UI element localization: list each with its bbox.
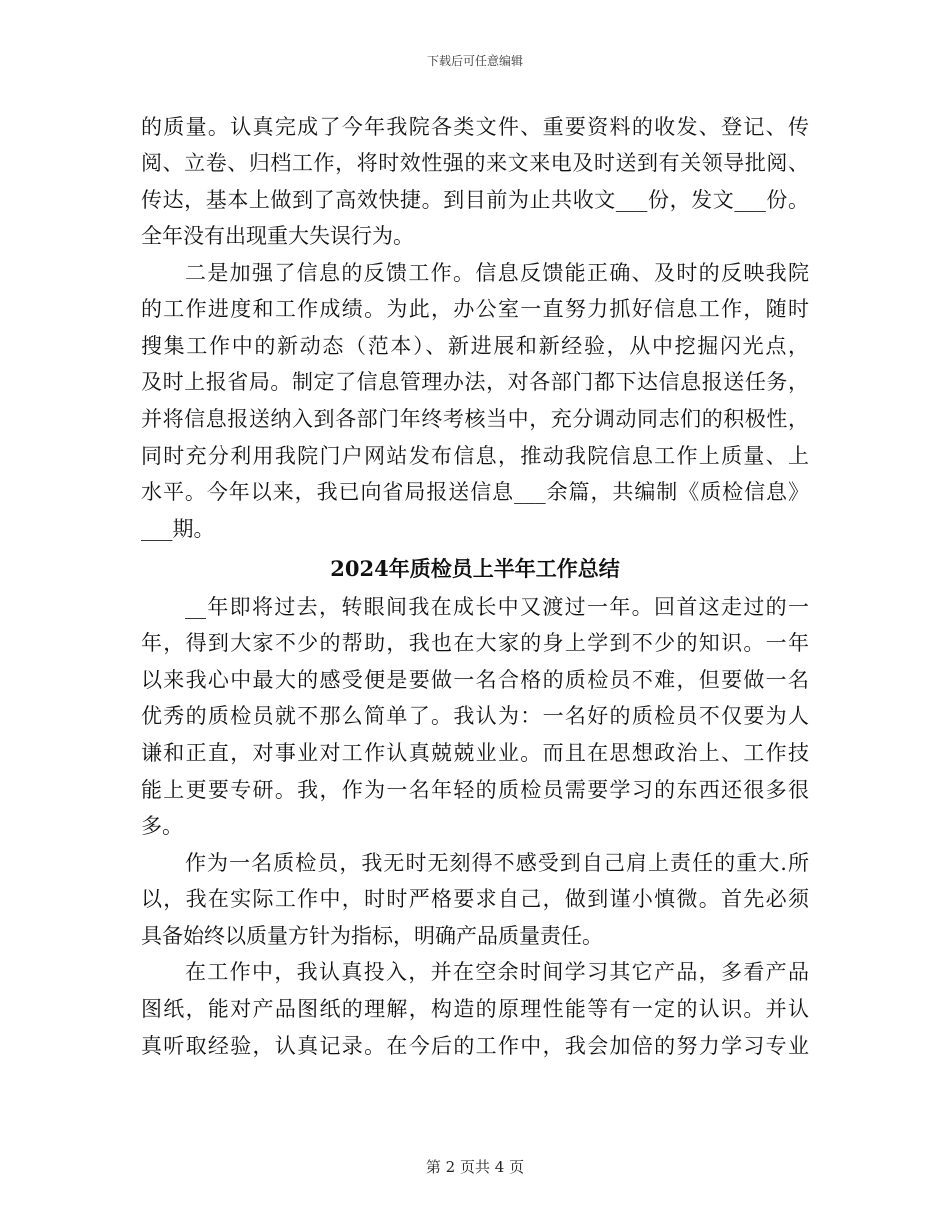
paragraph-line: ___期。 (141, 517, 215, 541)
paragraph-line: 以来我心中最大的感受便是要做一名合格的质检员不难，但要做一名 (141, 668, 809, 692)
paragraph-line: 二是加强了信息的反馈工作。信息反馈能正确、及时的反映我院 (185, 261, 809, 285)
paragraph-line: 在工作中，我认真投入，并在空余时间学习其它产品，多看产品 (185, 960, 809, 984)
paragraph-line: 具备始终以质量方针为指标，明确产品质量责任。 (141, 924, 603, 948)
paragraph-line: 能上更要专研。我，作为一名年轻的质检员需要学习的东西还很多很 (141, 778, 809, 802)
paragraph-line: 传达，基本上做到了高效快捷。到目前为止共收文___份，发文___份。 (141, 188, 809, 212)
paragraph-line: 全年没有出现重大失误行为。 (141, 224, 414, 248)
paragraph-line: 优秀的质检员就不那么简单了。我认为：一名好的质检员不仅要为人 (141, 704, 809, 728)
paragraph-line: 真听取经验，认真记录。在今后的工作中，我会加倍的努力学习专业 (141, 1034, 809, 1058)
page-footer: 第 2 页共 4 页 (425, 1158, 525, 1176)
paragraph-line: 图纸，能对产品图纸的理解，构造的原理性能等有一定的认识。并认 (141, 997, 809, 1021)
paragraph-line: 谦和正直，对事业对工作认真兢兢业业。而且在思想政治上、工作技 (141, 741, 809, 765)
paragraph-line: 的工作进度和工作成绩。为此，办公室一直努力抓好信息工作，随时 (141, 297, 809, 321)
paragraph-line: 作为一名质检员，我无时无刻得不感受到自己肩上责任的重大.所 (185, 851, 809, 875)
paragraph-line: 并将信息报送纳入到各部门年终考核当中，充分调动同志们的积极性， (141, 407, 809, 431)
paragraph-line: 水平。今年以来，我已向省局报送信息___余篇，共编制《质检信息》 (141, 480, 809, 504)
paragraph-line: 年，得到大家不少的帮助，我也在大家的身上学到不少的知识。一年 (141, 631, 809, 655)
paragraph-line: 搜集工作中的新动态（范本）、新进展和新经验，从中挖掘闪光点， (141, 334, 809, 358)
page-header: 下载后可任意编辑 (426, 54, 523, 68)
paragraph-line: 同时充分利用我院门户网站发布信息，推动我院信息工作上质量、上 (141, 444, 809, 468)
paragraph-line: 的质量。认真完成了今年我院各类文件、重要资料的收发、登记、传 (141, 115, 809, 139)
section-title: 2024年质检员上半年工作总结 (330, 556, 620, 581)
paragraph-line: 多。 (141, 814, 183, 838)
paragraph-line: __年即将过去，转眼间我在成长中又渡过一年。回首这走过的一 (185, 595, 809, 619)
paragraph-line: 及时上报省局。制定了信息管理办法，对各部门都下达信息报送任务， (141, 370, 809, 394)
paragraph-line: 以，我在实际工作中，时时严格要求自己，做到谨小慎微。首先必须 (141, 887, 809, 911)
paragraph-line: 阅、立卷、归档工作，将时效性强的来文来电及时送到有关领导批阅、 (141, 151, 809, 175)
